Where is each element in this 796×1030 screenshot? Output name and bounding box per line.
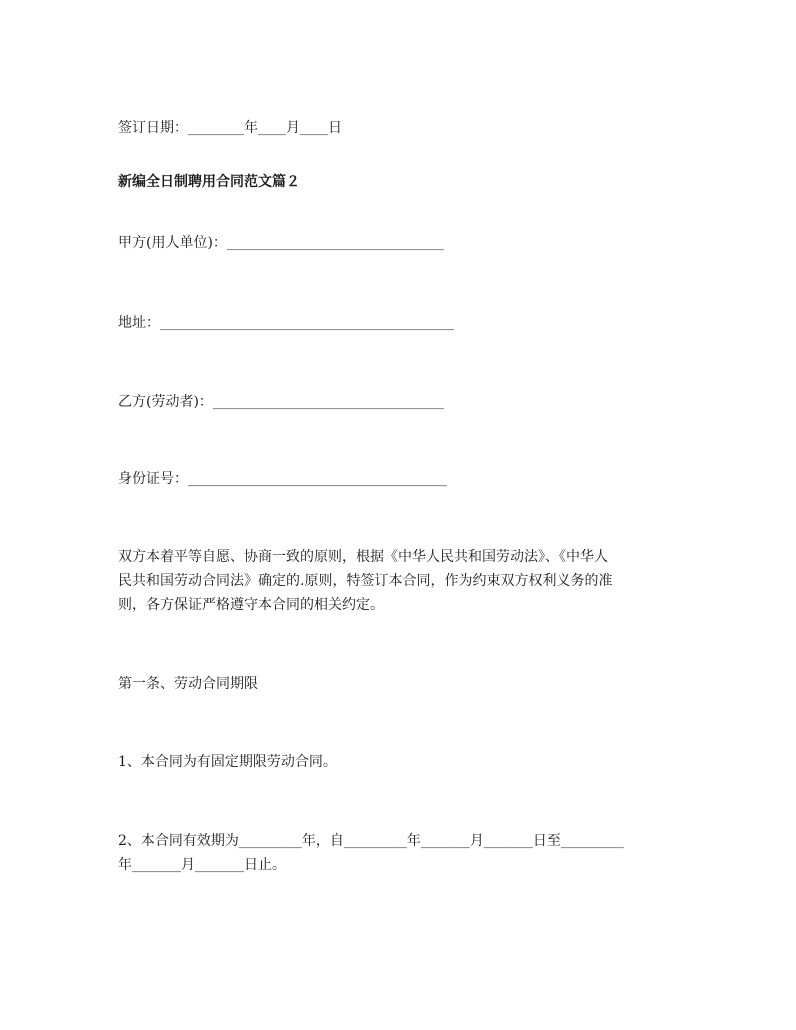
id-number-field: 身份证号：_____________________________________	[118, 471, 447, 487]
signing-date-line: 签订日期：________年____月____日	[118, 120, 342, 136]
section-heading: 新编全日制聘用合同范文篇２	[118, 174, 300, 190]
party-a-field: 甲方(用人单位)：_______________________________	[118, 235, 444, 251]
article-1-title: 第一条、劳动合同期限	[118, 676, 258, 692]
party-b-field: 乙方(劳动者)：_________________________________	[118, 394, 444, 410]
clause-2-line: 年_______月_______日止。	[118, 857, 286, 873]
clause-2	[118, 829, 684, 877]
clause-2-line: 2、本合同有效期为_________年，自_________年_______月_______日至_________	[118, 833, 624, 849]
intro-line: 民共和国劳动合同法》确定的.原则，特签订本合同，作为约束双方权利义务的准	[118, 573, 613, 589]
intro-line: 则，各方保证严格遵守本合同的相关约定。	[118, 597, 384, 613]
clause-1: 1、本合同为有固定期限劳动合同。	[118, 754, 337, 770]
address-field: 地址：__________________________________________	[118, 315, 454, 331]
intro-line: 双方本着平等自愿、协商一致的原则，根据《中华人民共和国劳动法》、《中华人	[118, 549, 608, 565]
intro-paragraph	[118, 545, 684, 617]
